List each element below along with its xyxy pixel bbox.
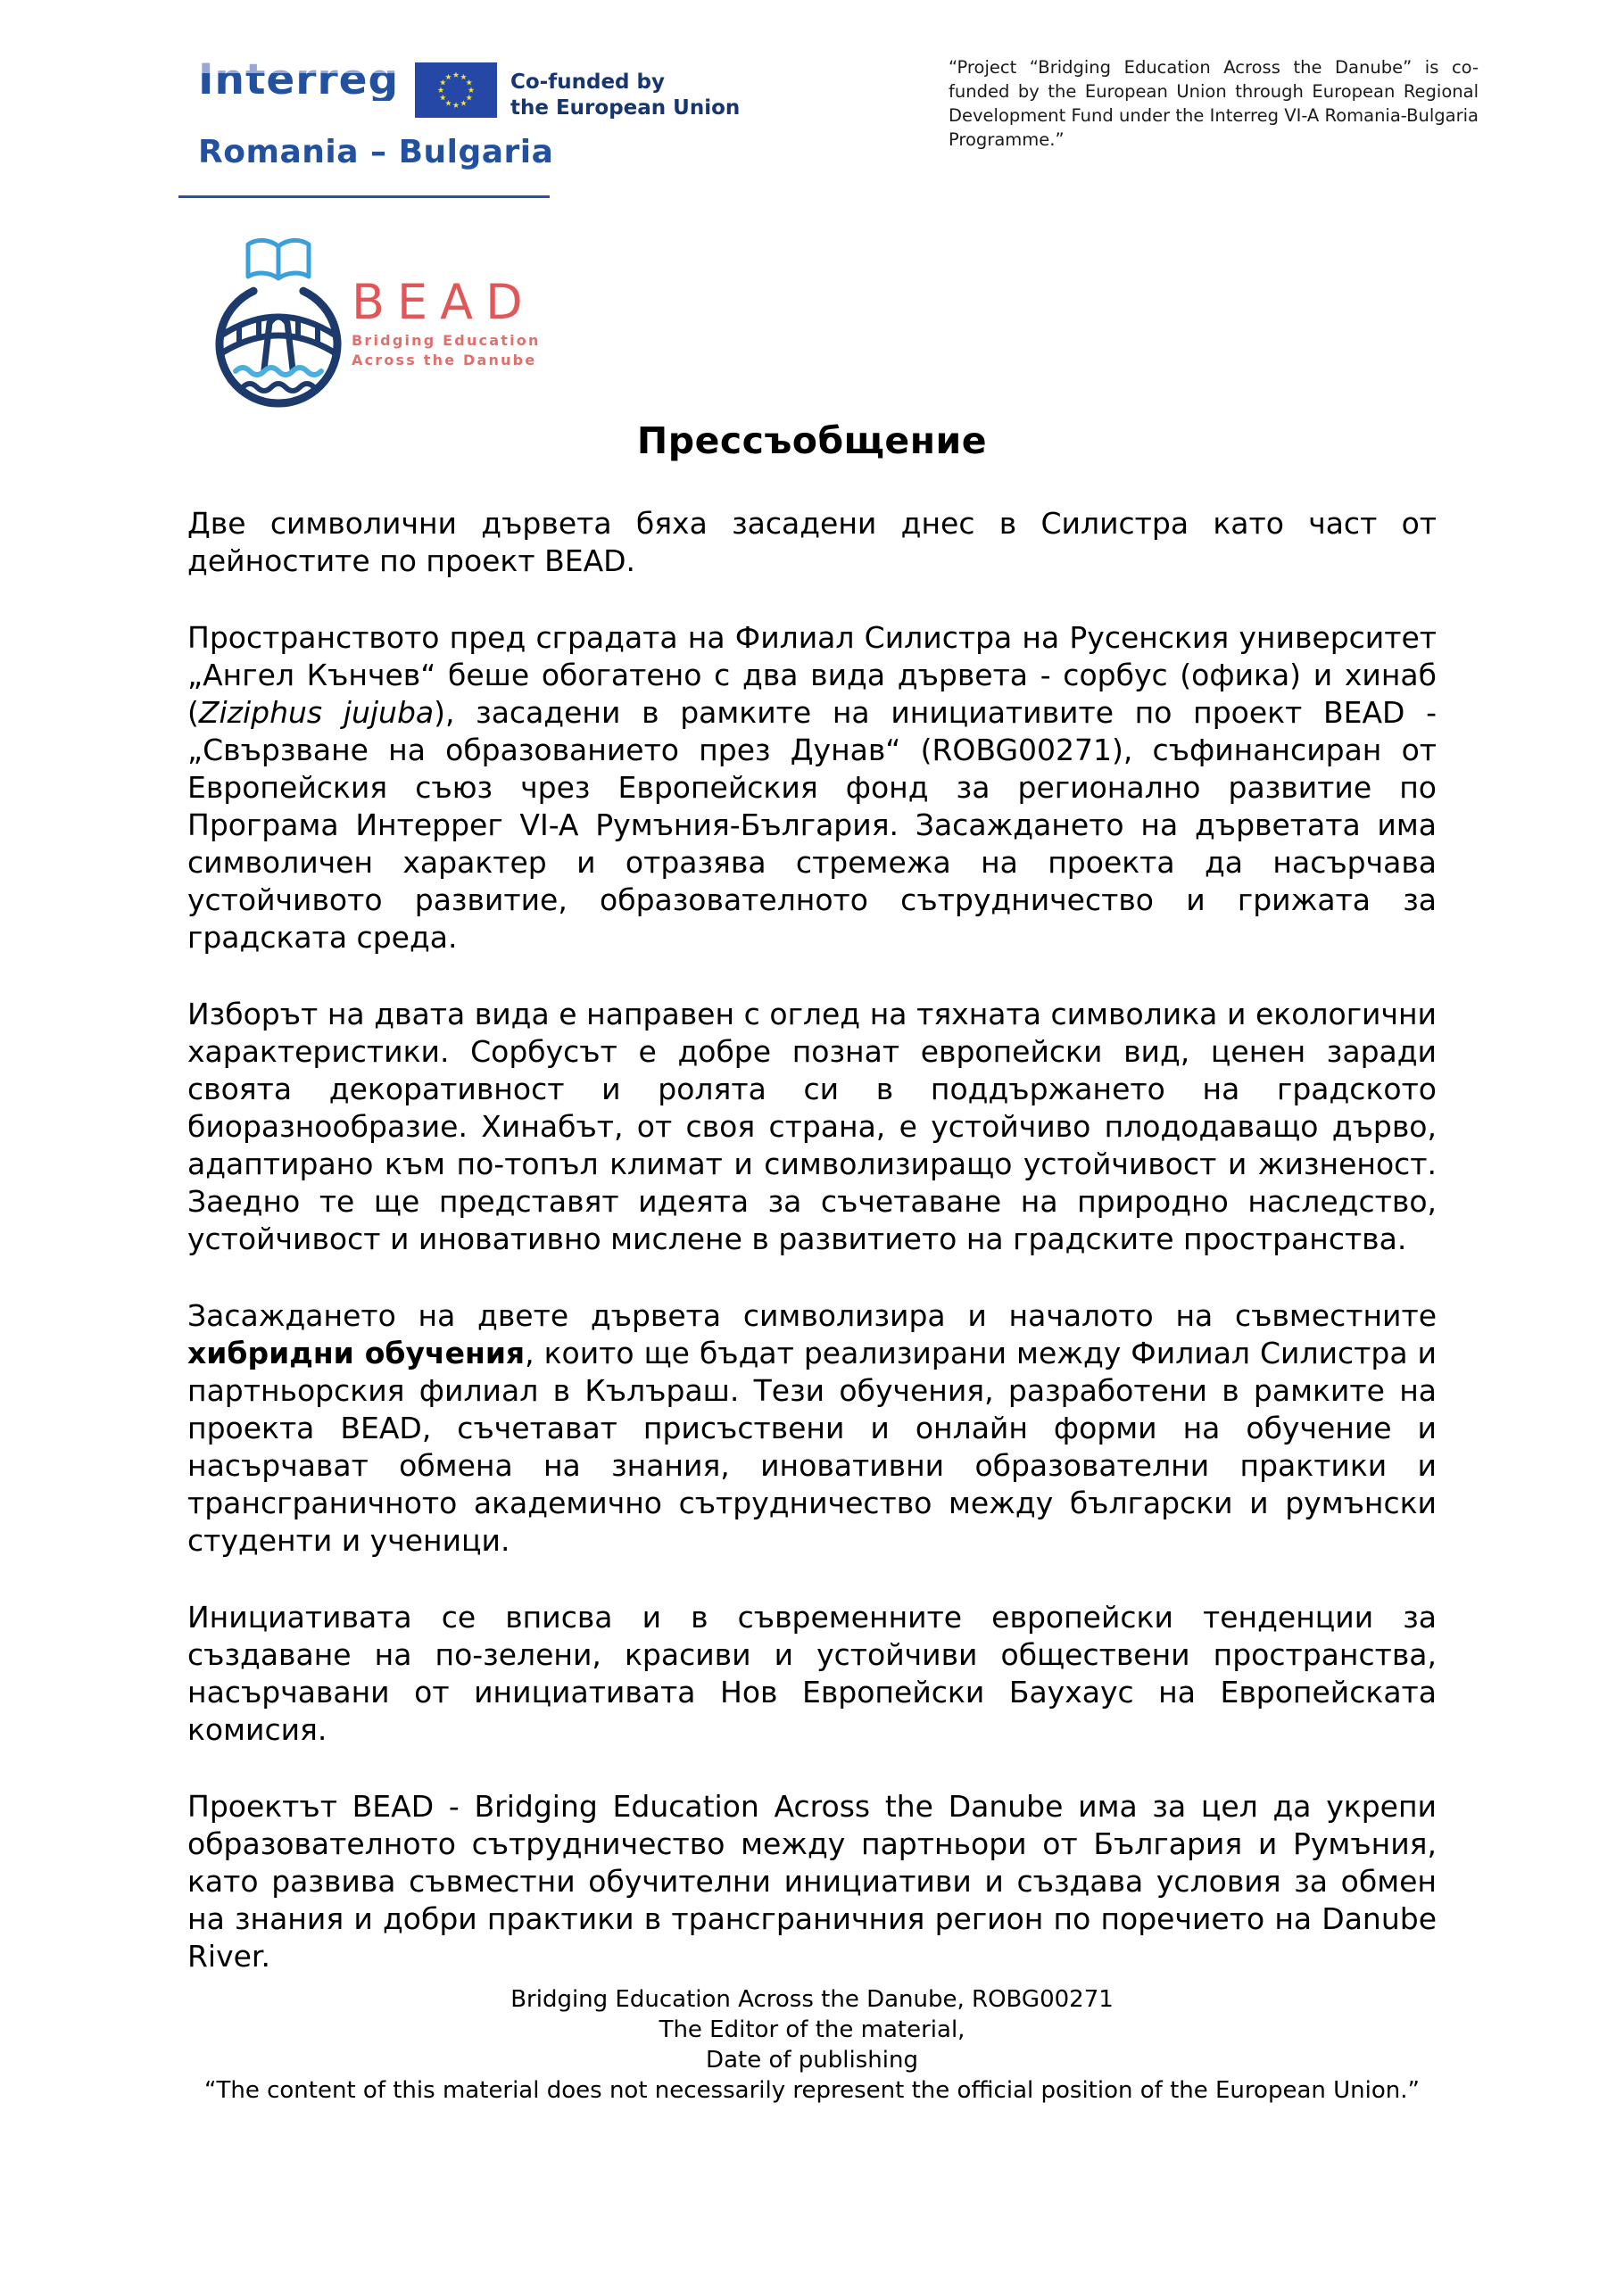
document-body xyxy=(187,419,1437,1975)
open-book-icon xyxy=(248,240,309,278)
bead-subtitle xyxy=(352,331,541,370)
interreg-wordmark: Interreg xyxy=(198,55,400,104)
footer-line-editor: The Editor of the material, xyxy=(659,2016,965,2043)
bridge-circle-icon xyxy=(220,291,337,403)
bead-bridge-book-icon xyxy=(212,230,355,409)
press-paragraph-5: Инициативата се вписва и в съвременните европейски тенденции за създаване на по-зелени, красиви и устойчиви обществени пространства, насърчавани от инициативата Нов Европейски Баухаус на Европейската комисия. xyxy=(187,1600,1437,1747)
header-divider xyxy=(178,195,550,198)
wave-icon xyxy=(236,368,321,375)
press-paragraph-1: Две символични дървета бяха засадени днес в Силистра като част от дейностите по проект BEAD. xyxy=(187,506,1437,578)
cofunded-line-2: the European Union xyxy=(510,96,741,120)
program-name: Romania – Bulgaria xyxy=(198,134,554,170)
press-paragraph-6: Проектът BEAD - Bridging Education Across the Danube има за цел да укрепи образователното сътрудничество между партньори от България и Румъния, като развива съвместни обучителни инициативи и създава условия за обмен на знания и добри практики в трансграничния регион по поречието на Danube River. xyxy=(187,1789,1437,1974)
cofunded-label xyxy=(510,70,742,121)
eu-cofunded-logo xyxy=(415,62,741,120)
footer-line-date: Date of publishing xyxy=(706,2047,918,2074)
bead-acronym: BEAD xyxy=(352,274,535,330)
bead-subtitle-line-2: Across the Danube xyxy=(352,352,537,368)
bead-subtitle-line-1: Bridging Education xyxy=(352,332,541,349)
press-paragraph-3: Изборът на двата вида е направен с оглед на тяхната символика и екологични характеристики. Сорбусът е добре познат европейски вид, ценен заради своята декоративност и ролята си в поддържането на градското биоразнообразие. Хинабът, от своя страна, е устойчиво плододаващо дърво, адаптирано към по-топъл климат и символизиращо устойчивост и жизненост. Заедно те ще представят идеята за съчетаване на природно наследство, устойчивост и иновативно мислене в развитието на градските пространства. xyxy=(187,997,1437,1256)
press-paragraph-4: Засаждането на двете дървета символизира и началото на съвместните хибридни обучения, които ще бъдат реализирани между Филиал Силистра и партньорския филиал в Кълъраш. Тези обучения, разработени в рамките на проекта BEAD, съчетават присъствени и онлайн форми на обучение и насърчават обмена на знания, иновативни образователни практики и трансграничното академично сътрудничество между български и румънски студенти и ученици. xyxy=(187,1298,1437,1558)
document-title: Прессъобщение xyxy=(636,419,988,462)
press-paragraph-2: Пространството пред сградата на Филиал Силистра на Русенския университет „Ангел Кънчев“ беше обогатено с два вида дървета - сорбус (офика) и хинаб (Ziziphus jujuba), засадени в рамките на инициативите по проект BEAD - „Свързване на образованието през Дунав“ (ROBG00271), съфинансиран от Европейския съюз чрез Европейския фонд за регионално развитие по Програма Интеррег VI-A Румъния-България. Засаждането на дърветата има символичен характер и отразява стремежа на проекта да насърчава устойчивото развитие, образователното сътрудничество и грижата за градската среда. xyxy=(187,620,1438,955)
page-footer xyxy=(0,1984,1624,2106)
header-disclaimer: “Project “Bridging Education Across the Danube” is co-funded by the European Union through European Regional Development Fund under the Interreg VI-A Romania-Bulgaria Programme.” xyxy=(949,57,1479,150)
eu-flag-icon xyxy=(415,62,497,118)
bead-logo-text xyxy=(352,274,541,370)
footer-line-project: Bridging Education Across the Danube, ROBG00271 xyxy=(510,1986,1114,2013)
cofunded-line-1: Co-funded by xyxy=(510,70,665,94)
footer-line-disclaimer: “The content of this material does not necessarily represent the official position of the European Union.” xyxy=(204,2077,1420,2104)
